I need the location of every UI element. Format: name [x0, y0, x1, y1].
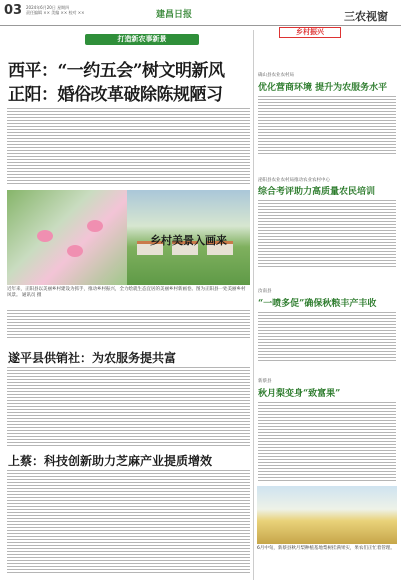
column-divider — [253, 30, 254, 580]
topic-banner: 打造新农事新景 — [85, 34, 199, 45]
pear-orchard-photo — [257, 486, 397, 544]
side-title-1: 优化营商环境 提升为农服务水平 — [258, 83, 388, 93]
side-title-4: 秋月梨变身“致富果” — [258, 389, 341, 399]
side-kicker-3: 汝南县 — [258, 289, 272, 294]
main-headline-1: 西平：“一约五会”树文明新风 — [8, 61, 225, 81]
lotus-photo — [7, 190, 127, 285]
side-kicker-4: 新蔡县 — [258, 379, 272, 384]
article-body-lines-3 — [7, 367, 250, 448]
article-body-lines-4 — [7, 470, 250, 575]
page-header — [0, 0, 401, 26]
side-kicker-1: 确山县农业农村局 — [258, 73, 294, 78]
section-title: 三农视窗 — [344, 10, 388, 23]
side-body-1 — [258, 96, 396, 156]
page-number: 03 — [4, 3, 23, 18]
article-body-lines-2 — [7, 310, 250, 340]
article-body-lines-1 — [7, 108, 250, 186]
main-headline-2: 正阳：婚俗改革破除陈规陋习 — [8, 85, 223, 105]
section-stamp: 乡村振兴 — [279, 27, 341, 38]
side-kicker-2: 泌阳县农业农村局推动农业农村中心 — [258, 178, 330, 183]
issue-meta — [26, 5, 116, 15]
side-title-2: 综合考评助力高质量农民培训 — [258, 187, 376, 197]
side-photo-caption: 6月中旬，新蔡县秋月梨种植基地梨树挂满果实，果农们正忙着管理。 — [257, 546, 395, 551]
paper-logo: 建昌日报 — [156, 10, 193, 20]
photo-credit: 通讯员 摄 — [21, 293, 42, 298]
side-body-3 — [258, 312, 396, 363]
side-title-3: “一喷多促”确保秋粮丰产丰收 — [258, 299, 377, 309]
photo-caption: 近年来，正阳县以美丽乡村建设为抓手，推动乡村振兴，全力绘就生态宜居的美丽乡村新画卷。图为正阳县一处美丽乡村风景。 通讯员 摄 — [7, 287, 246, 298]
headline-supply-coop: 遂平县供销社：为农服务提共富 — [8, 351, 177, 365]
side-body-2 — [258, 200, 396, 269]
headline-sesame: 上蔡：科技创新助力芝麻产业提质增效 — [8, 454, 213, 468]
photo-title: 乡村美景入画来 — [150, 234, 227, 247]
issue-editors: 责任编辑 ×× 美编 ×× 校对 ×× — [26, 10, 85, 15]
issue-date: 2024年6月20日 星期四 — [26, 5, 70, 10]
side-body-4 — [258, 402, 396, 483]
